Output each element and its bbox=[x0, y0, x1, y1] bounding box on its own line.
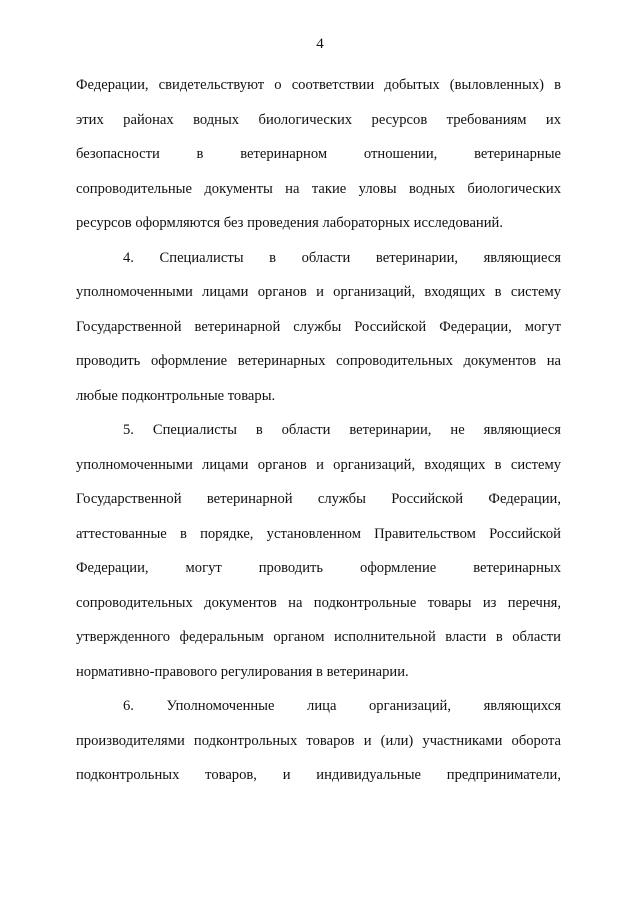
text-line: безопасности в ветеринарном отношении, ветеринарные bbox=[76, 146, 561, 162]
text-line: 6. Уполномоченные лица организаций, являющихся bbox=[123, 698, 561, 714]
text-line: ресурсов оформляются без проведения лабораторных исследований. bbox=[76, 215, 503, 231]
text-line: сопроводительных документов на подконтрольные товары из перечня, bbox=[76, 594, 561, 611]
text-line: Федерации, могут проводить оформление ветеринарных bbox=[76, 560, 561, 576]
text-line: сопроводительные документы на такие уловы водных биологических bbox=[76, 180, 561, 197]
text-line: проводить оформление ветеринарных сопроводительных документов на bbox=[76, 353, 561, 369]
text-line: 5. Специалисты в области ветеринарии, не являющиеся bbox=[123, 422, 561, 438]
text-line: уполномоченными лицами органов и организаций, входящих в систему bbox=[76, 456, 561, 473]
paragraph-continuation bbox=[76, 68, 561, 241]
text-line: подконтрольных товаров, и индивидуальные предприниматели, bbox=[76, 767, 561, 783]
text-line: любые подконтрольные товары. bbox=[76, 387, 276, 404]
paragraph-item-6 bbox=[76, 689, 561, 793]
document-body bbox=[76, 68, 561, 793]
text-line: производителями подконтрольных товаров и (или) участниками оборота bbox=[76, 732, 561, 749]
text-line: нормативно-правового регулирования в ветеринарии. bbox=[76, 663, 409, 680]
text-line: Государственной ветеринарной службы Российской Федерации, bbox=[76, 491, 561, 507]
paragraph-item-5 bbox=[76, 413, 561, 689]
text-line: этих районах водных биологических ресурсов требованиям их bbox=[76, 111, 561, 128]
paragraph-item-4 bbox=[76, 241, 561, 414]
text-line: Федерации, свидетельствуют о соответствии добытых (выловленных) в bbox=[76, 77, 561, 93]
page-number: 4 bbox=[316, 36, 324, 52]
text-line: уполномоченными лицами органов и организаций, входящих в систему bbox=[76, 284, 561, 300]
text-line: 4. Специалисты в области ветеринарии, являющиеся bbox=[123, 249, 561, 266]
text-line: аттестованные в порядке, установленном Правительством Российской bbox=[76, 525, 561, 542]
text-line: Государственной ветеринарной службы Российской Федерации, могут bbox=[76, 318, 561, 335]
text-line: утвержденного федеральным органом исполнительной власти в области bbox=[76, 629, 561, 645]
